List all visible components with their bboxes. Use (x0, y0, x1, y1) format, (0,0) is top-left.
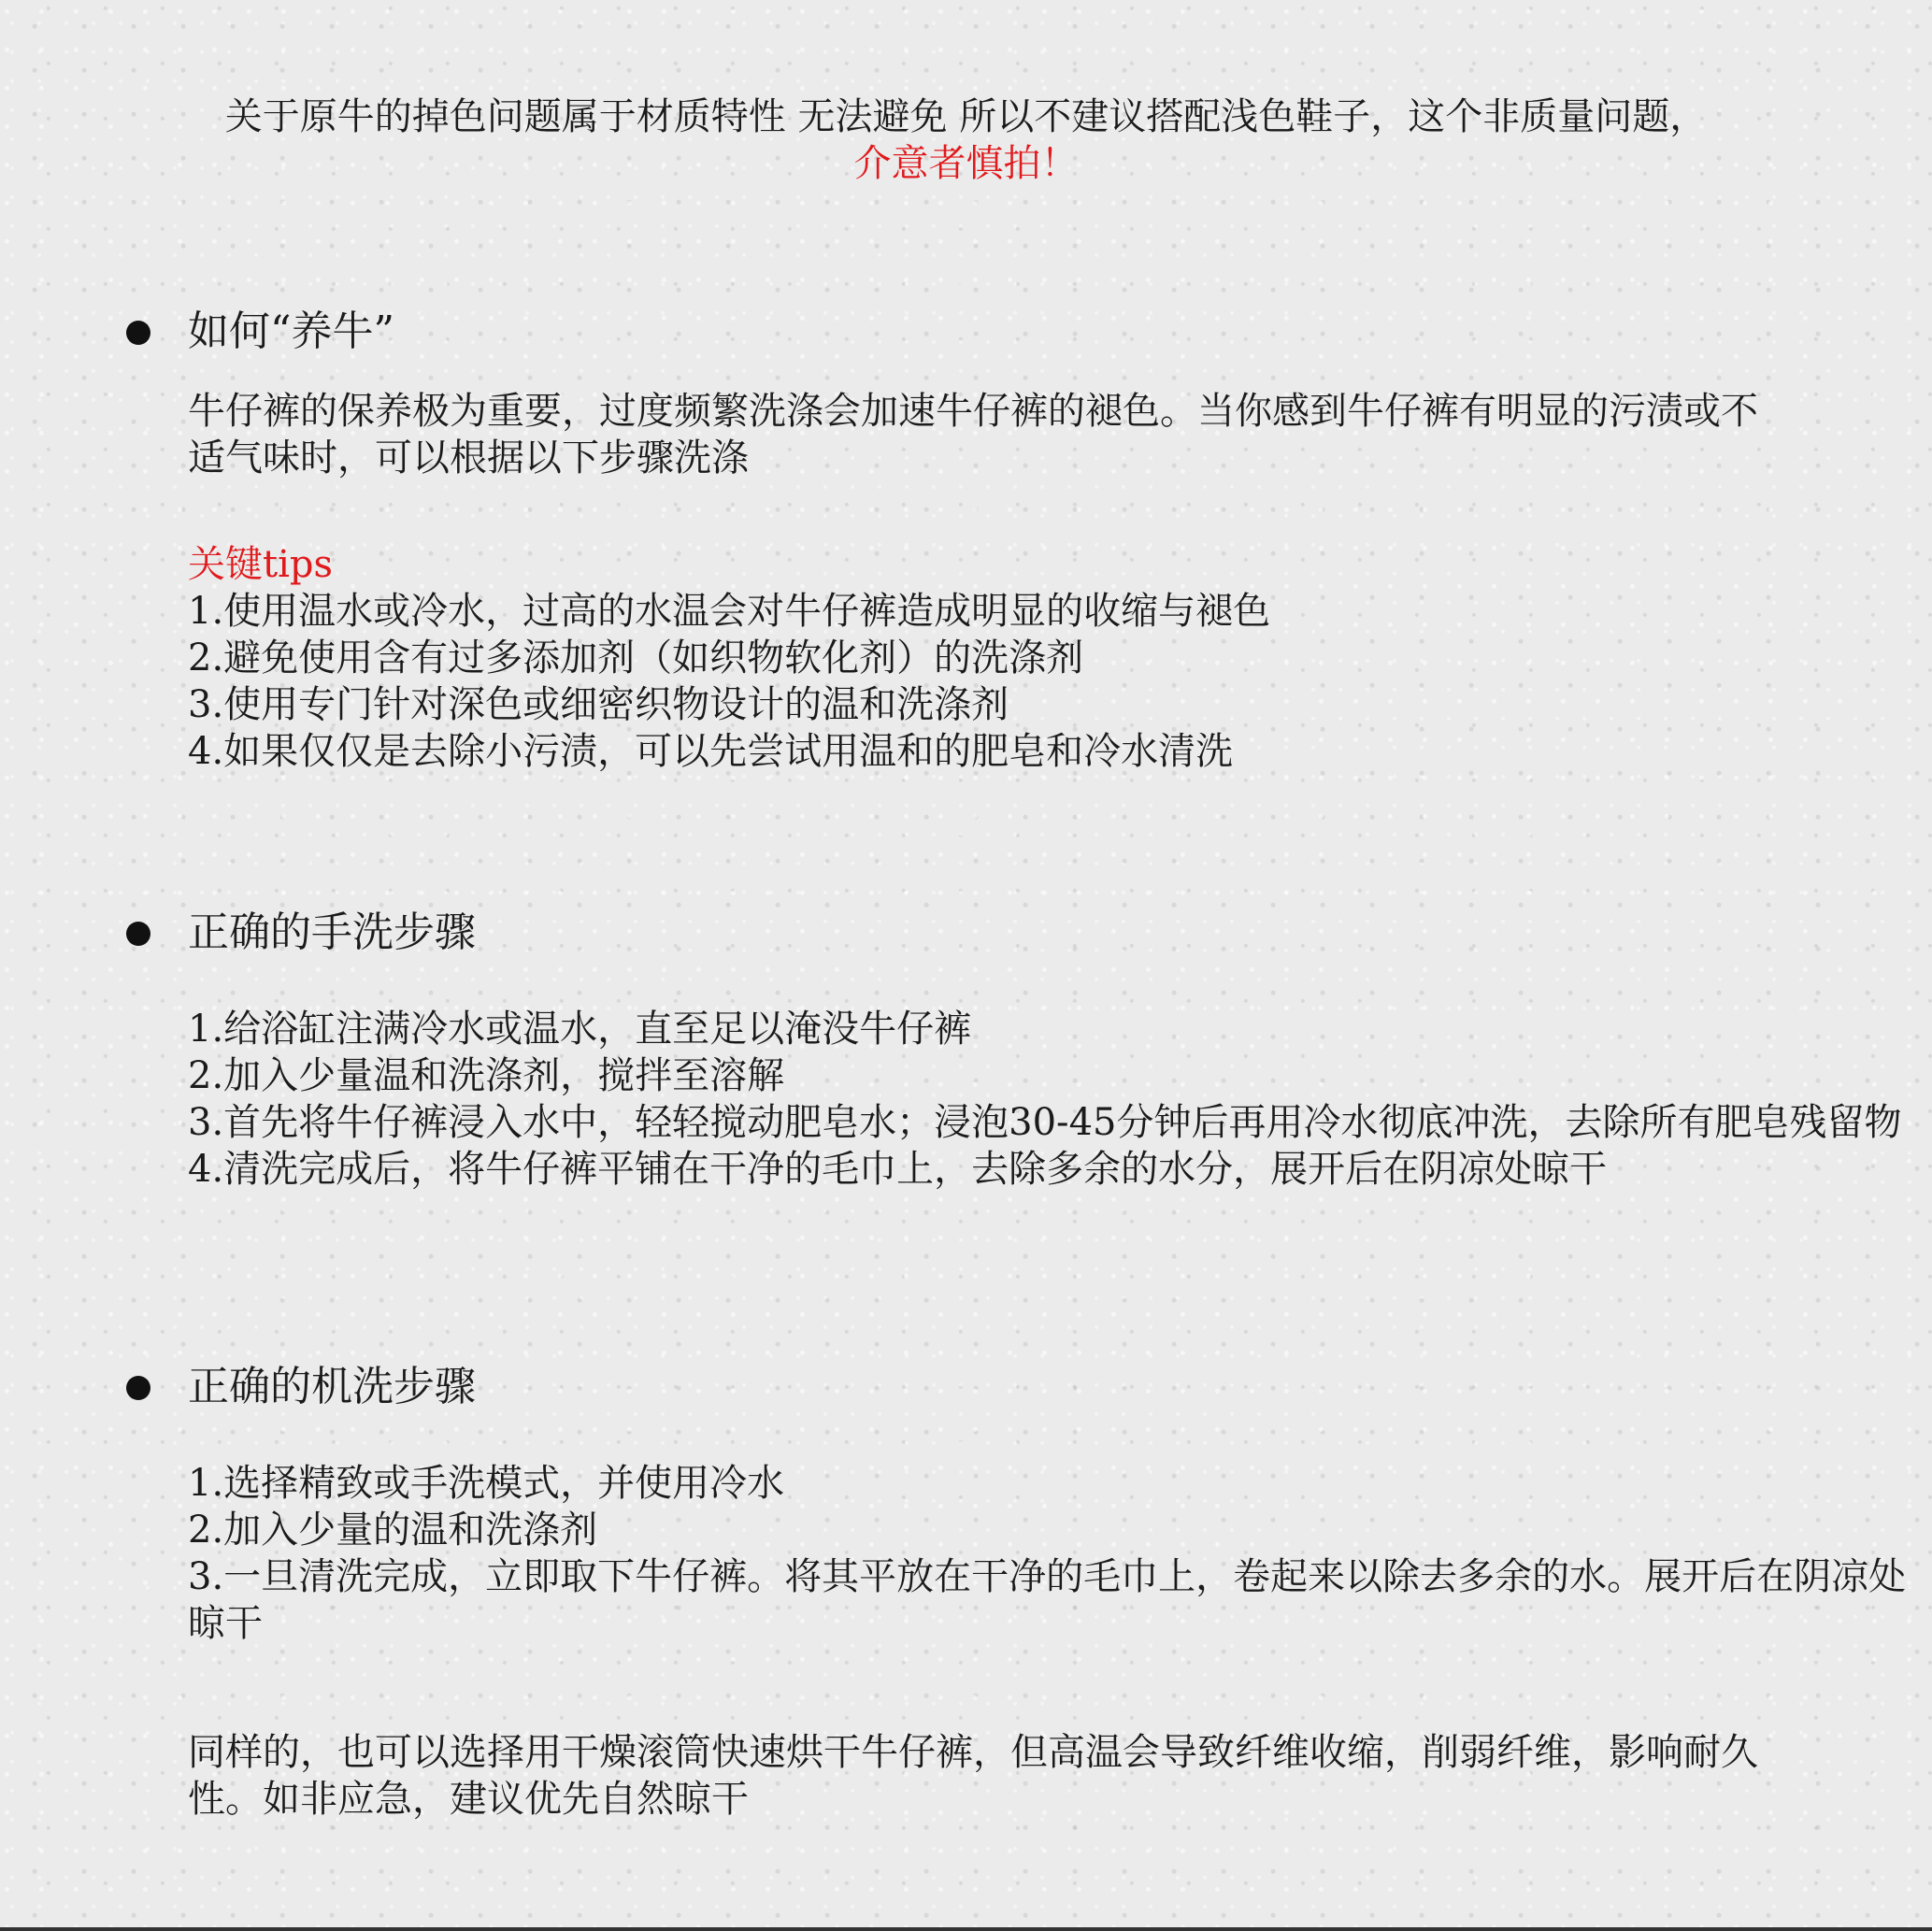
list-item: 4.如果仅仅是去除小污渍，可以先尝试用温和的肥皂和冷水清洗 (188, 730, 1234, 773)
steps-list (188, 1006, 1917, 1193)
section-body (188, 1460, 1917, 1823)
section-heading (126, 907, 1827, 959)
list-item: 1.选择精致或手洗模式，并使用冷水 (188, 1462, 785, 1505)
list-item: 3.首先将牛仔裤浸入水中，轻轻搅动肥皂水；浸泡30-45分钟后再用冷水彻底冲洗，去除所有肥皂残留物 (188, 1101, 1902, 1144)
key-tips-label: 关键tips (188, 543, 333, 586)
list-item: 1.使用温水或冷水，过高的水温会对牛仔裤造成明显的收缩与褪色 (188, 590, 1271, 633)
section-heading (126, 306, 1827, 358)
list-item: 4.清洗完成后，将牛仔裤平铺在干净的毛巾上，去除多余的水分，展开后在阴凉处晾干 (188, 1148, 1608, 1191)
closing-paragraph: 同样的，也可以选择用干燥滚筒快速烘干牛仔裤，但高温会导致纤维收缩，削弱纤维，影响耐久性。如非应急，建议优先自然晾干 (188, 1731, 1758, 1821)
intro-notice (93, 93, 1839, 187)
intro-warning: 介意者慎拍！ (853, 142, 1079, 185)
section-title: 正确的手洗步骤 (188, 908, 476, 956)
list-item: 3.一旦清洗完成，立即取下牛仔裤。将其平放在干净的毛巾上，卷起来以除去多余的水。展开后在阴凉处晾干 (188, 1555, 1907, 1645)
list-item: 2.加入少量温和洗涤剂，搅拌至溶解 (188, 1054, 785, 1097)
bullet-dot-icon (126, 321, 150, 345)
list-item: 2.避免使用含有过多添加剂（如织物软化剂）的洗涤剂 (188, 637, 1084, 679)
section-heading (126, 1361, 1827, 1413)
section-machine-wash (126, 1361, 1907, 1823)
intro-paragraph: 牛仔裤的保养极为重要，过度频繁洗涤会加速牛仔裤的褪色。当你感到牛仔裤有明显的污渍或不适气味时，可以根据以下步骤洗涤 (188, 390, 1758, 479)
tips-list (188, 588, 1917, 775)
intro-text: 关于原牛的掉色问题属于材质特性 无法避免 所以不建议搭配浅色鞋子，这个非质量问题， (224, 95, 1708, 138)
section-body (188, 1006, 1917, 1193)
list-item: 2.加入少量的温和洗涤剂 (188, 1509, 598, 1552)
list-item: 1.给浴缸注满冷水或温水，直至足以淹没牛仔裤 (188, 1008, 972, 1051)
bottom-divider (0, 1927, 1932, 1931)
section-body (188, 388, 1917, 775)
section-hand-wash (126, 907, 1902, 1193)
section-denim-care (126, 306, 1827, 775)
bullet-dot-icon (126, 922, 150, 946)
steps-list (188, 1460, 1917, 1647)
list-item: 3.使用专门针对深色或细密织物设计的温和洗涤剂 (188, 683, 1009, 726)
section-title: 正确的机洗步骤 (188, 1363, 476, 1410)
bullet-dot-icon (126, 1376, 150, 1400)
section-title: 如何“养牛” (188, 308, 394, 355)
